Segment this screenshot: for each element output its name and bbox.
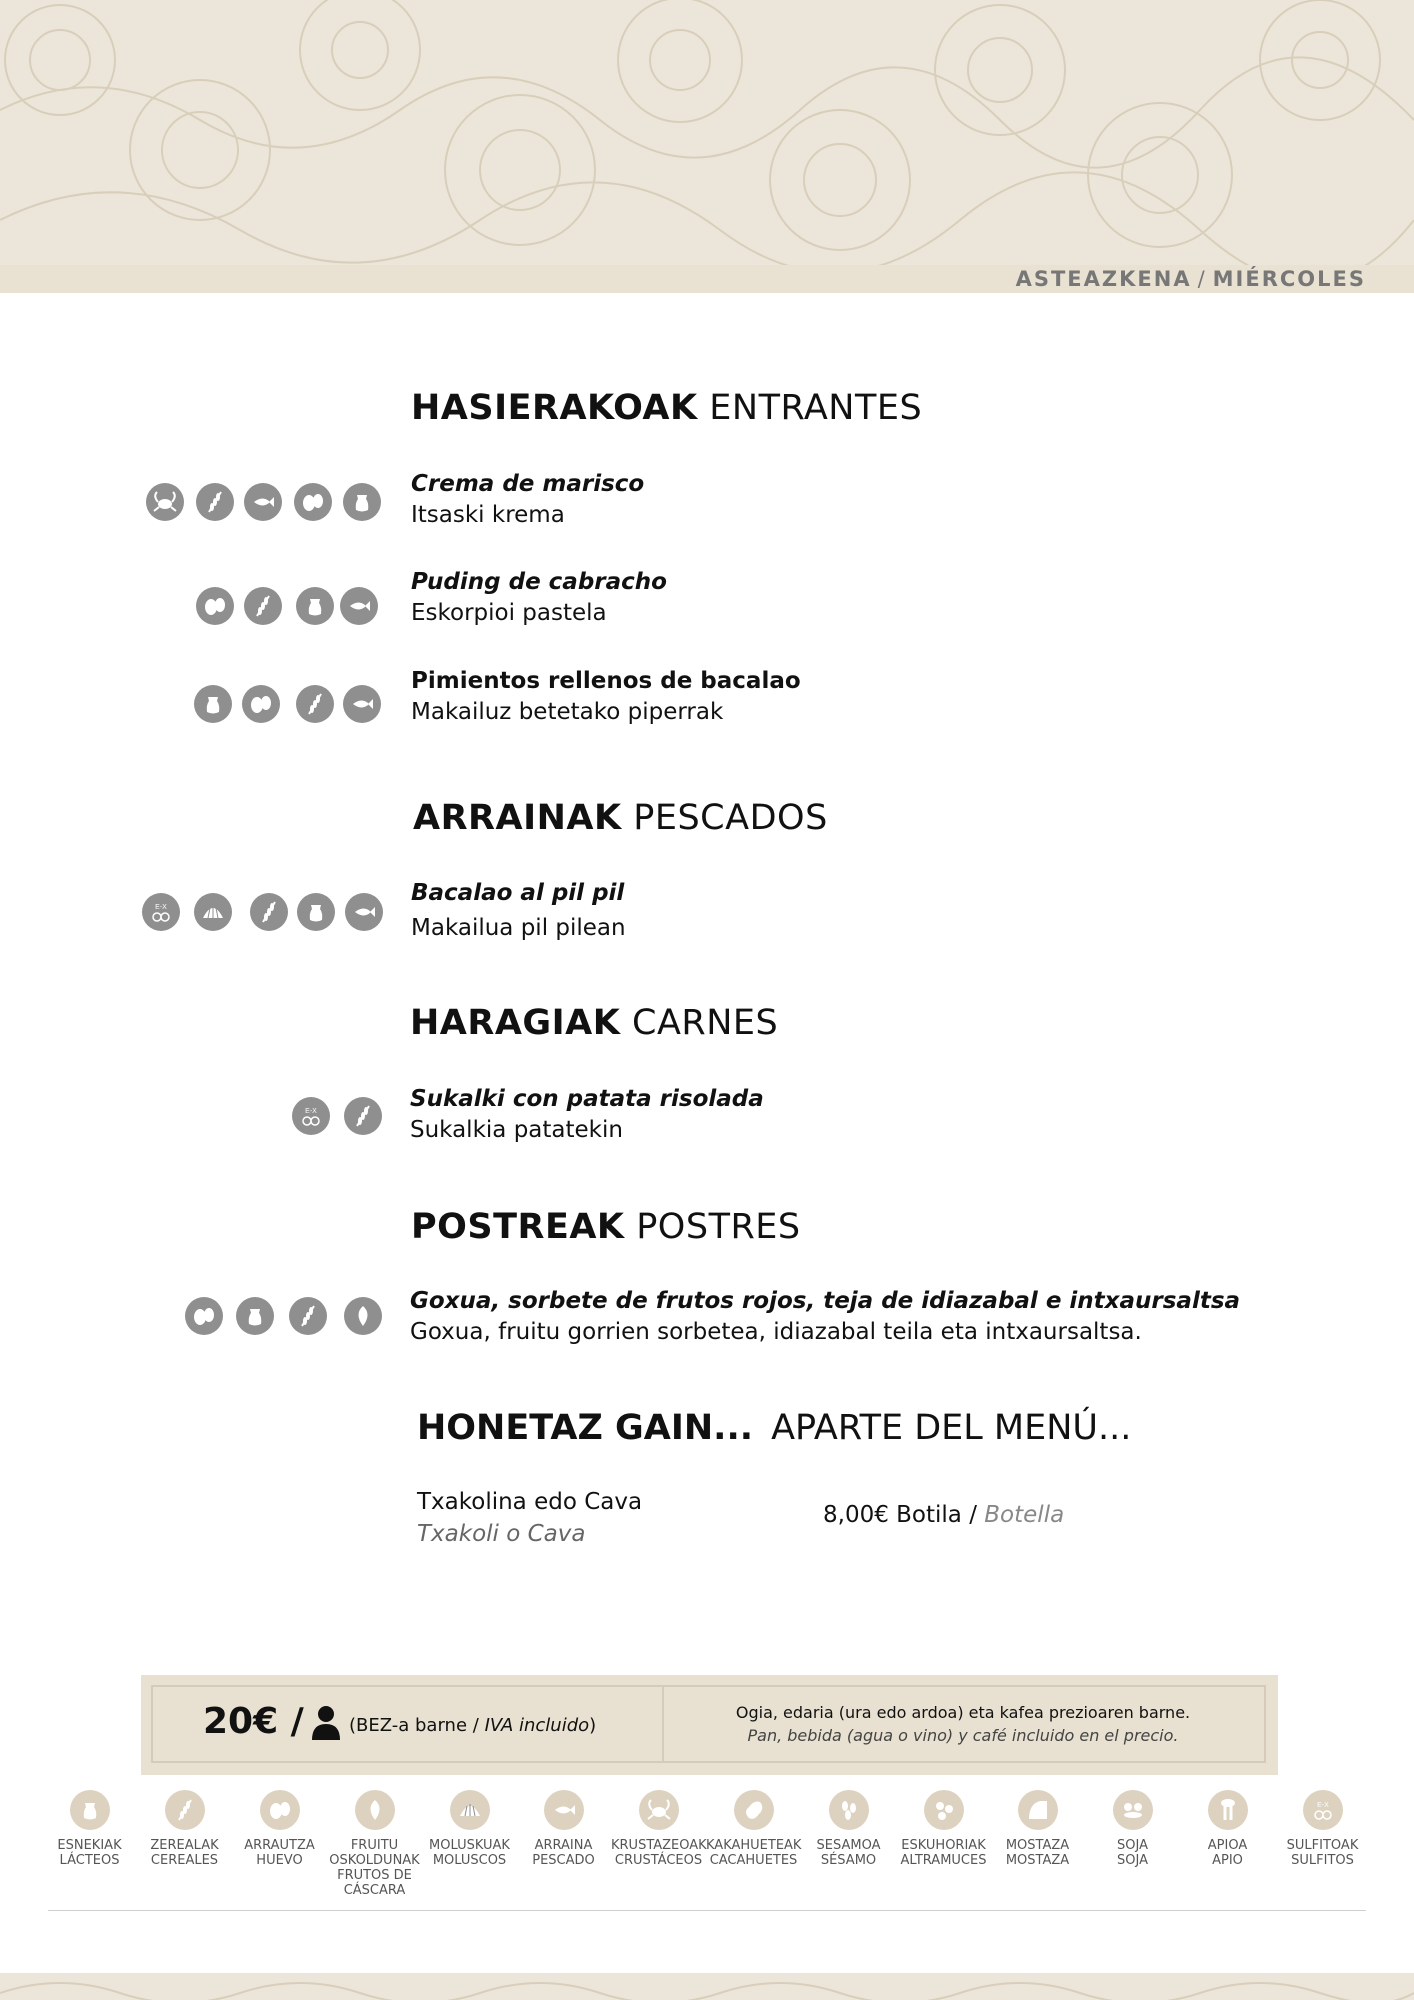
extras-title-es: APARTE DEL MENÚ... <box>771 1408 1132 1448</box>
legend-item <box>422 1790 517 1868</box>
section-title-es: POSTRES <box>636 1207 801 1247</box>
legend-item <box>232 1790 327 1868</box>
nut-icon <box>355 1790 395 1830</box>
price-box-frame <box>151 1685 1266 1763</box>
section-title-fish <box>413 798 828 838</box>
dairy-icon <box>194 685 232 723</box>
dish-name-es: Goxua, sorbete de frutos rojos, teja de idiazabal e intxaursaltsa <box>410 1288 1241 1314</box>
legend-label <box>1085 1838 1180 1868</box>
dish-name-es: Sukalki con patata risolada <box>410 1086 764 1112</box>
egg-icon <box>196 587 234 625</box>
floral-footer <box>0 1973 1414 2000</box>
dairy-icon <box>297 893 335 931</box>
dish-item <box>411 469 644 531</box>
cereal-icon <box>344 1097 382 1135</box>
egg-icon <box>260 1790 300 1830</box>
legend-label-eu: ESNEKIAK <box>57 1838 122 1853</box>
legend-label-eu: SOJA <box>1117 1838 1148 1853</box>
legend-item <box>137 1790 232 1868</box>
extras-price <box>823 1502 1064 1528</box>
legend-label <box>422 1838 517 1868</box>
day-es: MIÉRCOLES <box>1212 267 1366 291</box>
extras-item <box>417 1486 642 1550</box>
dish-name-eu: Eskorpioi pastela <box>411 600 607 626</box>
section-title-es: ENTRANTES <box>709 388 923 428</box>
section-title-starters <box>411 388 922 428</box>
cereal-icon <box>296 685 334 723</box>
legend-item <box>990 1790 1085 1868</box>
legend-label-eu: MOSTAZA <box>1005 1838 1070 1853</box>
day-eu: ASTEAZKENA <box>1015 267 1192 291</box>
day-separator: / <box>1197 267 1207 291</box>
sesame-icon <box>829 1790 869 1830</box>
legend-label-es: ALTRAMUCES <box>900 1853 987 1868</box>
fish-icon <box>340 587 378 625</box>
dish-name-eu: Sukalkia patatekin <box>410 1117 623 1143</box>
menu-price: 20€ / <box>203 1701 304 1742</box>
section-title-es: PESCADOS <box>633 798 828 838</box>
legend-item <box>1085 1790 1180 1868</box>
crustacean-icon <box>639 1790 679 1830</box>
dish-name-es: Crema de marisco <box>411 471 645 497</box>
legend-label <box>232 1838 327 1868</box>
dish-name-es: Puding de cabracho <box>411 569 667 595</box>
extras-item-eu: Txakolina edo Cava <box>417 1489 643 1515</box>
tax-note-close: ) <box>589 1715 597 1736</box>
legend-label-es: SULFITOS <box>1291 1853 1354 1868</box>
tax-note-eu: (BEZ-a barne / <box>349 1715 479 1736</box>
dish-name-eu: Itsaski krema <box>411 502 565 528</box>
legend-label <box>42 1838 137 1868</box>
section-title-desserts <box>411 1207 801 1247</box>
section-title-es: CARNES <box>632 1003 779 1043</box>
mustard-icon <box>1018 1790 1058 1830</box>
dish-name-es: Pimientos rellenos de bacalao <box>411 668 801 694</box>
nut-icon <box>344 1297 382 1335</box>
dish-name-eu: Makailuz betetako piperrak <box>411 699 724 725</box>
legend-label-eu: ESKUHORIAK <box>901 1838 986 1853</box>
legend-item <box>1180 1790 1275 1868</box>
fish-icon <box>343 685 381 723</box>
dish-name-eu: Goxua, fruitu gorrien sorbetea, idiazabal teila eta intxaursaltsa. <box>410 1319 1142 1345</box>
extras-price-value: 8,00€ Botila / <box>823 1502 977 1528</box>
legend-label <box>990 1838 1085 1868</box>
legend-item <box>801 1790 896 1868</box>
legend-label-es: SOJA <box>1117 1853 1148 1868</box>
legend-item <box>42 1790 137 1868</box>
legend-label <box>706 1838 801 1868</box>
legend-label-eu: ARRAINA <box>534 1838 593 1853</box>
legend-label-es: CEREALES <box>150 1853 219 1868</box>
legend-label-eu: SESAMOA <box>816 1838 881 1853</box>
sulphite-icon <box>1303 1790 1343 1830</box>
sulphite-icon <box>142 893 180 931</box>
dish-name-eu: Makailua pil pilean <box>411 915 626 941</box>
cereal-icon <box>289 1297 327 1335</box>
sulphite-icon <box>292 1097 330 1135</box>
legend-label-es: HUEVO <box>256 1853 303 1868</box>
section-title-meat <box>410 1003 778 1043</box>
crustacean-icon <box>146 483 184 521</box>
legend-label <box>137 1838 232 1868</box>
legend-label <box>516 1838 611 1868</box>
legend-item <box>896 1790 991 1868</box>
day-name <box>1016 267 1366 291</box>
legend-label-eu: KRUSTAZEOAK <box>611 1838 707 1853</box>
cereal-icon <box>244 587 282 625</box>
cereal-icon <box>165 1790 205 1830</box>
mollusc-icon <box>194 893 232 931</box>
cereal-icon <box>196 483 234 521</box>
celery-icon <box>1208 1790 1248 1830</box>
dairy-icon <box>343 483 381 521</box>
legend-item <box>611 1790 706 1868</box>
soy-icon <box>1113 1790 1153 1830</box>
section-title-eu: ARRAINAK <box>413 798 622 838</box>
tax-note-es: IVA incluido <box>484 1715 590 1736</box>
day-bar <box>0 265 1414 293</box>
peanut-icon <box>734 1790 774 1830</box>
legend-label <box>896 1838 991 1868</box>
legend-label-es: SÉSAMO <box>820 1853 877 1868</box>
legend-label-eu: MOLUSKUAK <box>429 1838 510 1853</box>
legend-label-es: LÁCTEOS <box>59 1853 120 1868</box>
extras-item-es: Txakoli o Cava <box>417 1521 586 1547</box>
legend-label-es: FRUTOS DE CÁSCARA <box>337 1868 412 1898</box>
dish-item <box>410 1286 1240 1348</box>
egg-icon <box>242 685 280 723</box>
legend-label-eu: KAKAHUETEAK <box>706 1838 802 1853</box>
legend-label-es: MOLUSCOS <box>432 1853 507 1868</box>
legend-label <box>611 1838 706 1868</box>
extras-price-unit-es: Botella <box>984 1502 1065 1528</box>
included-eu: Ogia, edaria (ura edo ardoa) eta kafea prezioaren barne. <box>735 1703 1191 1722</box>
included-note <box>673 1701 1253 1747</box>
divider-line <box>48 1910 1366 1911</box>
legend-item <box>327 1790 422 1898</box>
egg-icon <box>294 483 332 521</box>
dish-name-es: Bacalao al pil pil <box>411 880 625 906</box>
legend-label <box>1275 1838 1370 1868</box>
legend-label-eu: FRUITU OSKOLDUNAK <box>329 1838 420 1868</box>
dish-item <box>411 666 801 728</box>
dish-item <box>411 567 667 629</box>
section-title-eu: POSTREAK <box>411 1207 625 1247</box>
legend-label-eu: SULFITOAK <box>1286 1838 1359 1853</box>
dairy-icon <box>70 1790 110 1830</box>
legend-item <box>706 1790 801 1868</box>
legend-label-eu: ZEREALAK <box>150 1838 219 1853</box>
dish-item <box>410 1084 764 1146</box>
fish-icon <box>244 483 282 521</box>
legend-label <box>801 1838 896 1868</box>
extras-title <box>417 1408 1131 1448</box>
legend-label <box>327 1838 422 1898</box>
extras-title-eu: HONETAZ GAIN... <box>417 1408 754 1448</box>
tax-note <box>349 1715 596 1736</box>
price-box <box>141 1675 1278 1775</box>
dairy-icon <box>296 587 334 625</box>
legend-item <box>1275 1790 1370 1868</box>
cereal-icon <box>250 893 288 931</box>
dish-item <box>411 878 626 944</box>
person-icon <box>311 1705 341 1741</box>
svg-text:E-X: E-X <box>1316 1802 1329 1809</box>
legend-label-eu: ARRAUTZA <box>244 1838 315 1853</box>
price-box-divider <box>662 1687 664 1761</box>
section-title-eu: HASIERAKOAK <box>411 388 698 428</box>
legend-label-es: PESCADO <box>532 1853 595 1868</box>
legend-label-es: CACAHUETES <box>709 1853 798 1868</box>
fish-icon <box>345 893 383 931</box>
svg-text:E-X: E-X <box>305 1108 317 1115</box>
svg-text:E-X: E-X <box>155 904 167 911</box>
dairy-icon <box>236 1297 274 1335</box>
legend-label-es: MOSTAZA <box>1005 1853 1070 1868</box>
egg-icon <box>185 1297 223 1335</box>
included-es: Pan, bebida (agua o vino) y café incluido en el precio. <box>747 1726 1179 1745</box>
legend-label-es: CRUSTÁCEOS <box>614 1853 703 1868</box>
legend-label-es: APIO <box>1212 1853 1243 1868</box>
lupin-icon <box>924 1790 964 1830</box>
fish-icon <box>544 1790 584 1830</box>
legend-label-eu: APIOA <box>1207 1838 1248 1853</box>
legend-label <box>1180 1838 1275 1868</box>
mollusc-icon <box>450 1790 490 1830</box>
legend-item <box>516 1790 611 1868</box>
section-title-eu: HARAGIAK <box>410 1003 621 1043</box>
floral-banner <box>0 0 1414 265</box>
